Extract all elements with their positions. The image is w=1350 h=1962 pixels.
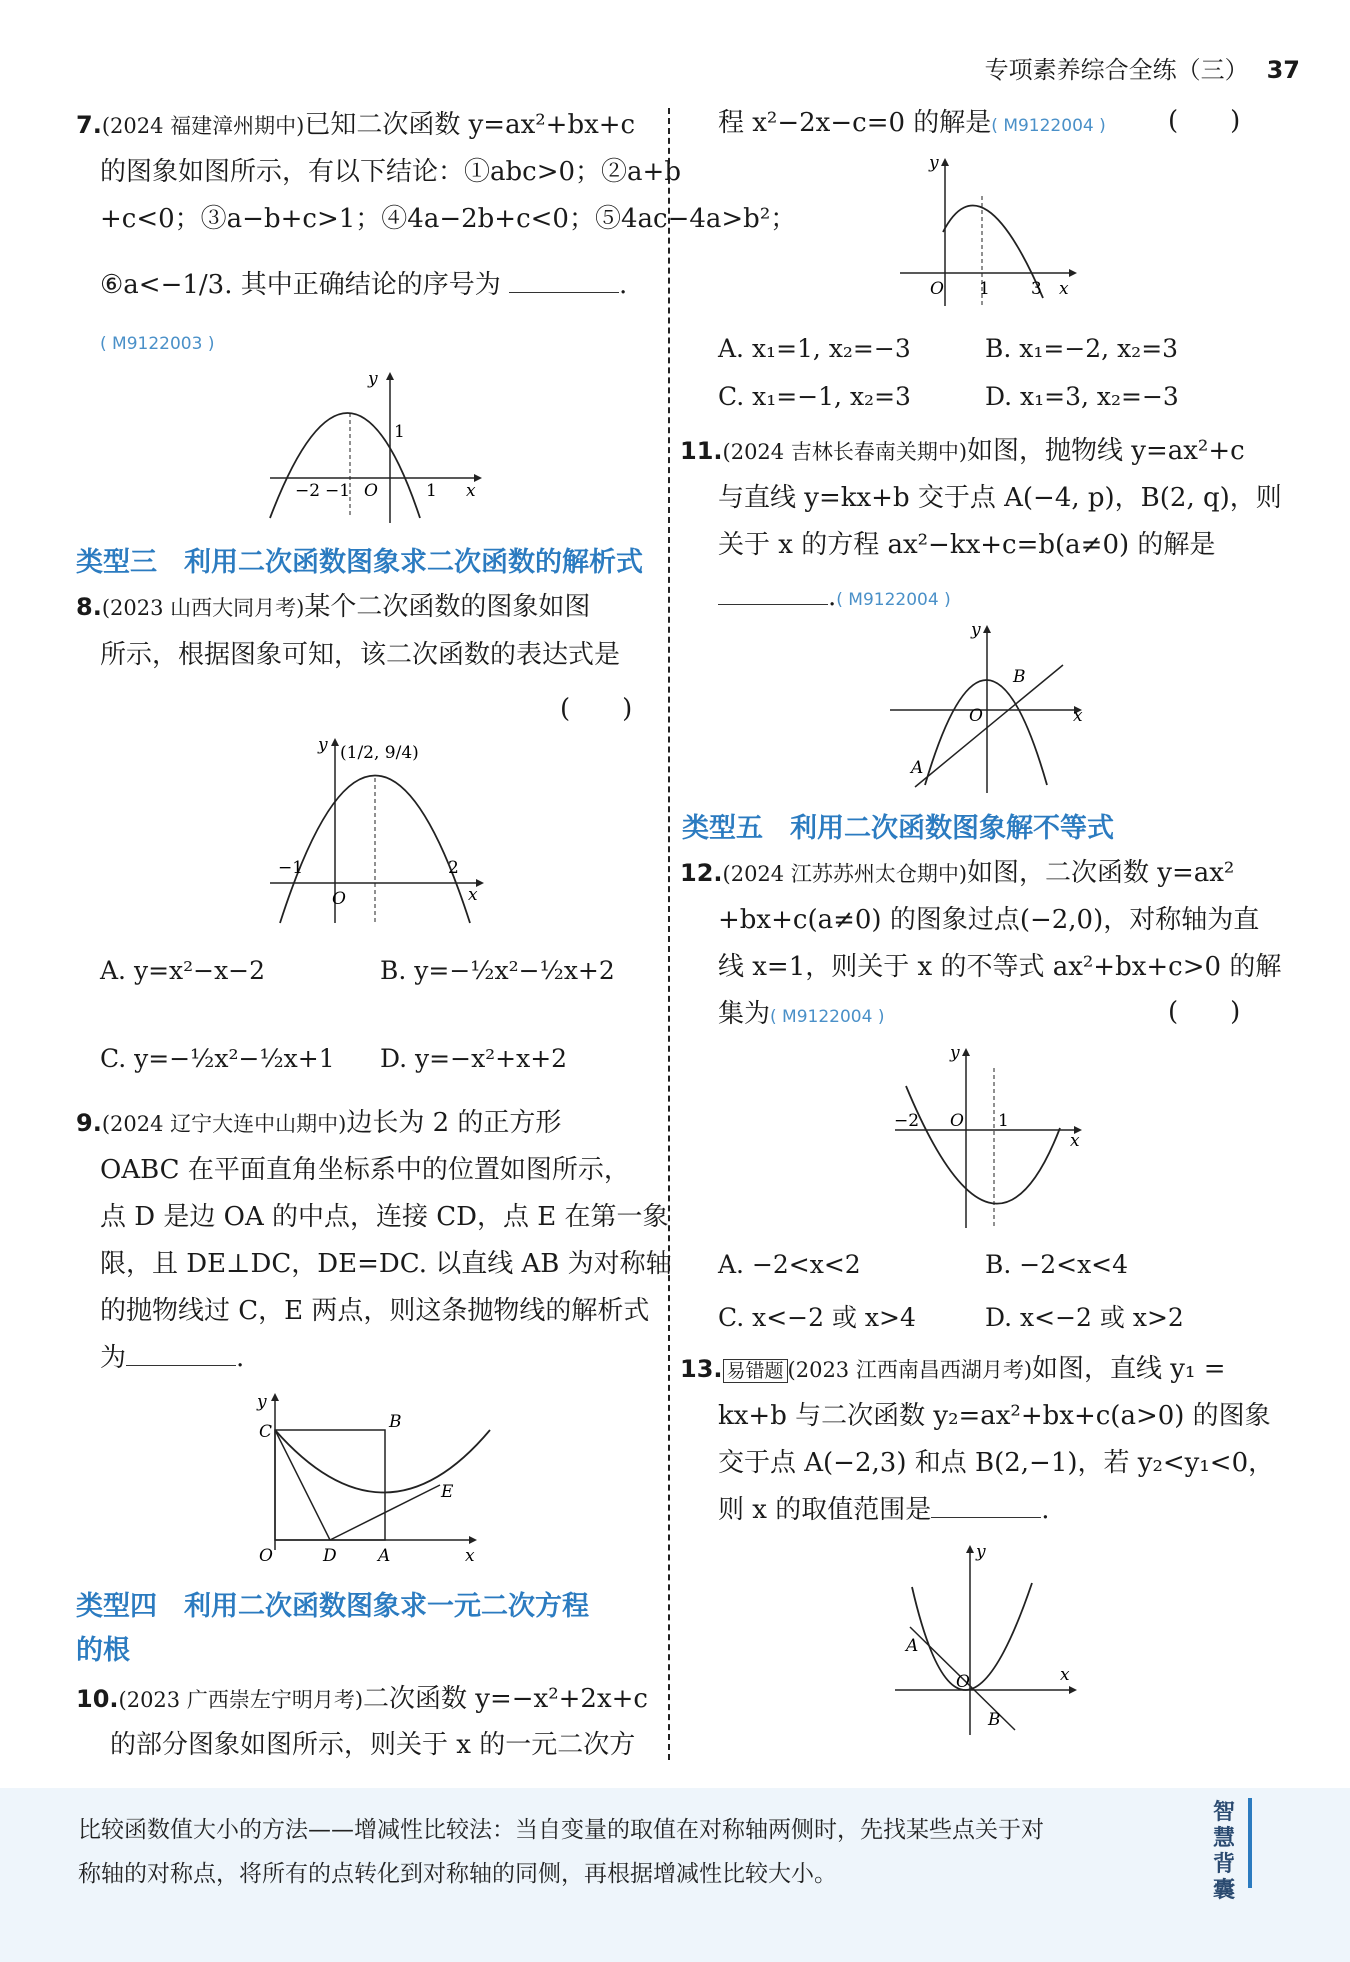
q7-label-neg1: −1 (325, 481, 351, 501)
svg-text:y: y (257, 1392, 267, 1412)
q7-y-arrow (386, 372, 394, 380)
q11-source: (2024 吉林长春南关期中) (722, 440, 968, 464)
svg-text:A: A (378, 1546, 391, 1566)
q11-line2: 与直线 y=kx+b 交于点 A(−4, p)，B(2, q)，则 (718, 483, 1282, 513)
q13-source: (2023 江西南昌西湖月考) (787, 1358, 1033, 1382)
q13-line3: 交于点 A(−2,3) 和点 B(2,−1)，若 y₂<y₁<0， (718, 1448, 1275, 1478)
svg-text:2: 2 (448, 858, 459, 878)
q8-option-c[interactable]: C. y=−½x²−½x+1 (100, 1044, 335, 1073)
q7-label-1: 1 (394, 422, 405, 442)
svg-text:O: O (332, 889, 346, 909)
q12-figure (890, 1038, 1090, 1233)
svg-text:y: y (318, 735, 328, 755)
q13-figure (890, 1535, 1090, 1740)
q12-code: ( M9122004 ) (770, 1007, 885, 1027)
svg-text:A: A (906, 1636, 919, 1656)
q12-option-d[interactable]: D. x<−2 或 x>2 (985, 1303, 1184, 1332)
q9-answer-blank[interactable] (126, 1343, 236, 1366)
q8-line1: 8.(2023 山西大同月考)某个二次函数的图象如图 (76, 592, 591, 622)
q12-line1: 12.(2024 江苏苏州太仓期中)如图，二次函数 y=ax² (680, 858, 1235, 888)
svg-text:1: 1 (979, 279, 990, 299)
section-type3: 类型三 利用二次函数图象求二次函数的解析式 (76, 547, 643, 578)
svg-text:y: y (929, 153, 939, 173)
q13-line1: 13. 易错题 (2023 江西南昌西湖月考)如图，直线 y₁ = (680, 1354, 1226, 1384)
q12-line2: +bx+c(a≠0) 的图象过点(−2,0)，对称轴为直 (718, 905, 1260, 935)
q9-line4: 限，且 DE⊥DC，DE=DC. 以直线 AB 为对称轴 (100, 1249, 672, 1279)
q12-answer-paren[interactable]: ( ) (1168, 997, 1241, 1027)
tip-line1: 比较函数值大小的方法——增减性比较法：当自变量的取值在对称轴两侧时，先找某些点关于对 (78, 1817, 1044, 1843)
q8-line2: 所示，根据图象可知，该二次函数的表达式是 (100, 640, 621, 670)
svg-text:A: A (911, 758, 924, 778)
q12-option-c[interactable]: C. x<−2 或 x>4 (718, 1303, 916, 1332)
q7-label-x1: 1 (426, 481, 437, 501)
q7-line3: +c<0；③a−b+c>1；④4a−2b+c<0；⑤4ac−4a>b²； (100, 204, 797, 234)
svg-text:x: x (1059, 279, 1069, 299)
q9-line6: 为 . (100, 1343, 245, 1373)
q10-source: (2023 广西崇左宁明月考) (118, 1688, 364, 1712)
svg-text:O: O (969, 706, 983, 726)
q8-vertex-label: (1/2, 9/4) (340, 743, 419, 763)
tip-text (78, 1808, 1198, 1896)
q7-answer-blank[interactable] (509, 270, 619, 293)
q10-code: ( M9122004 ) (991, 116, 1106, 136)
q10-answer-paren[interactable]: ( ) (1168, 106, 1241, 136)
q12-option-b[interactable]: B. −2<x<4 (985, 1250, 1129, 1279)
svg-text:y: y (971, 620, 981, 640)
section-type4-line2: 的根 (76, 1635, 130, 1666)
q7-line2: 的图象如图所示，有以下结论：①abc>0；②a+b (100, 157, 681, 187)
header-title: 专项素养综合全练（三） (984, 56, 1249, 84)
q10-option-c[interactable]: C. x₁=−1, x₂=3 (718, 382, 911, 411)
q7-number: 7. (76, 111, 102, 139)
q10-line2: 的部分图象如图所示，则关于 x 的一元二次方 (110, 1730, 636, 1760)
q7-label-neg2: −2 (295, 481, 321, 501)
section-type5: 类型五 利用二次函数图象解不等式 (682, 813, 1114, 844)
q9-line2: OABC 在平面直角坐标系中的位置如图所示， (100, 1155, 630, 1185)
svg-text:D: D (323, 1546, 337, 1566)
q7-figure (260, 368, 490, 528)
svg-text:x: x (1073, 706, 1083, 726)
svg-text:x: x (1070, 1131, 1080, 1151)
q13-answer-blank[interactable] (931, 1495, 1041, 1518)
tip-badge: 智慧背囊 (1213, 1800, 1236, 1903)
svg-text:B: B (988, 1710, 1001, 1730)
q7-code: ( M9122003 ) (100, 334, 215, 354)
tip-line2: 称轴的对称点，将所有的点转化到对称轴的同侧，再根据增减性比较大小。 (78, 1861, 837, 1887)
column-divider (668, 108, 670, 1760)
svg-text:B: B (1013, 667, 1026, 687)
svg-text:C: C (259, 1422, 273, 1442)
q7-text4: ⑥a<−1/3. 其中正确结论的序号为 (100, 270, 501, 300)
svg-text:x: x (1060, 1665, 1070, 1685)
q8-figure (260, 728, 490, 928)
q10-option-a[interactable]: A. x₁=1, x₂=−3 (718, 334, 911, 363)
q9-line3: 点 D 是边 OA 的中点，连接 CD，点 E 在第一象 (100, 1202, 669, 1232)
svg-text:O: O (259, 1546, 273, 1566)
svg-text:x: x (468, 885, 478, 905)
q7-source: (2024 福建漳州期中) (101, 114, 305, 138)
q11-figure (885, 615, 1095, 795)
q7-text1: 已知二次函数 y=ax²+bx+c (304, 110, 636, 140)
q7-line4: ⑥a<−1/3. 其中正确结论的序号为 . (100, 270, 628, 300)
svg-text:−2: −2 (894, 1111, 920, 1131)
q9-parabola (275, 1430, 490, 1493)
page-number: 37 (1266, 56, 1300, 84)
q11-line4: .( M9122004 ) (718, 574, 951, 624)
q8-option-d[interactable]: D. y=−x²+x+2 (380, 1044, 568, 1073)
q10-line1: 10.(2023 广西崇左宁明月考)二次函数 y=−x²+2x+c (76, 1684, 648, 1714)
svg-text:O: O (956, 1672, 970, 1692)
page-header (985, 50, 1300, 85)
q8-option-a[interactable]: A. y=x²−x−2 (100, 956, 266, 985)
q11-answer-blank[interactable] (718, 582, 828, 605)
q8-source: (2023 山西大同月考) (101, 596, 305, 620)
q10-option-d[interactable]: D. x₁=3, x₂=−3 (985, 382, 1179, 411)
q9-line1: 9.(2024 辽宁大连中山期中)边长为 2 的正方形 (76, 1108, 562, 1138)
q12-source: (2024 江苏苏州太仓期中) (722, 862, 968, 886)
q12-option-a[interactable]: A. −2<x<2 (718, 1250, 861, 1279)
q7-label-o: O (364, 481, 378, 501)
q10-line3: 程 x²−2x−c=0 的解是( M9122004 ) (718, 108, 1106, 138)
q9-source: (2024 辽宁大连中山期中) (101, 1112, 347, 1136)
q8-answer-paren[interactable]: ( ) (560, 694, 633, 724)
q8-option-b[interactable]: B. y=−½x²−½x+2 (380, 956, 615, 985)
svg-text:E: E (441, 1482, 454, 1502)
svg-text:y: y (976, 1542, 986, 1562)
svg-text:x: x (465, 1546, 475, 1566)
q12-line4: 集为( M9122004 ) (718, 999, 885, 1029)
q7-line1 (76, 102, 635, 150)
q9-figure (255, 1385, 495, 1570)
svg-text:y: y (950, 1043, 960, 1063)
q7-label-x: x (466, 481, 476, 501)
svg-text:O: O (950, 1111, 964, 1131)
q11-line3: 关于 x 的方程 ax²−kx+c=b(a≠0) 的解是 (718, 530, 1216, 560)
svg-text:1: 1 (998, 1111, 1009, 1131)
q12-line3: 线 x=1，则关于 x 的不等式 ax²+bx+c>0 的解 (718, 952, 1282, 982)
section-type4-line1: 类型四 利用二次函数图象求一元二次方程 (76, 1591, 589, 1622)
q11-code: ( M9122004 ) (836, 590, 951, 610)
svg-text:O: O (930, 279, 944, 299)
svg-text:B: B (389, 1412, 402, 1432)
svg-text:−1: −1 (278, 858, 304, 878)
svg-text:3: 3 (1031, 279, 1042, 299)
q9-line5: 的抛物线过 C，E 两点，则这条抛物线的解析式 (100, 1296, 650, 1326)
q10-figure (895, 148, 1090, 308)
q13-line2: kx+b 与二次函数 y₂=ax²+bx+c(a>0) 的图象 (718, 1401, 1271, 1431)
tip-badge-bar (1248, 1798, 1252, 1888)
q10-option-b[interactable]: B. x₁=−2, x₂=3 (985, 334, 1179, 363)
q7-label-y: y (368, 369, 378, 389)
q13-error-tag: 易错题 (723, 1359, 788, 1383)
q11-line1: 11.(2024 吉林长春南关期中)如图，抛物线 y=ax²+c (680, 436, 1245, 466)
q13-line4: 则 x 的取值范围是 . (718, 1495, 1050, 1525)
